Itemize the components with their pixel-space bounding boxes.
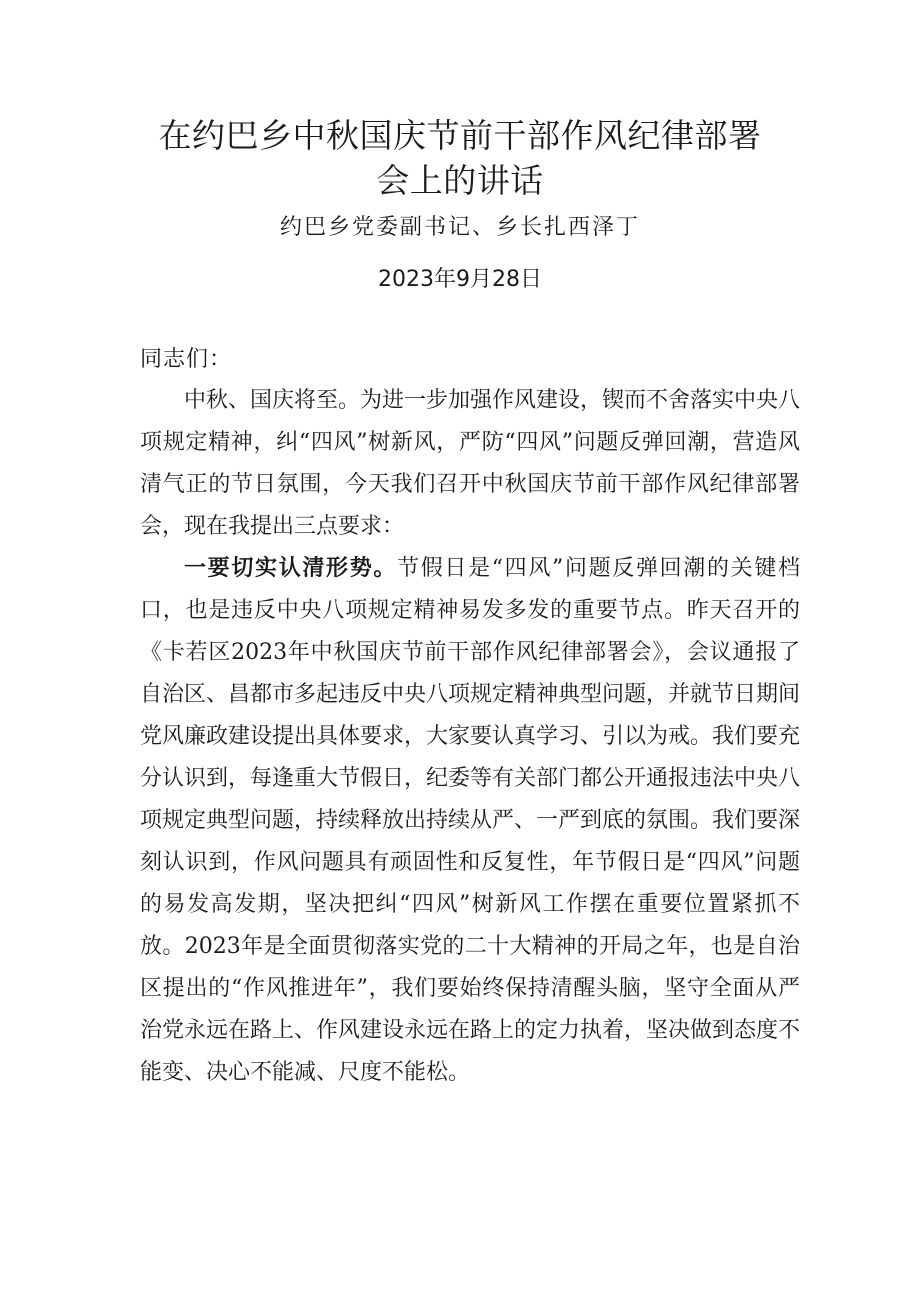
salutation: 同志们： xyxy=(140,347,233,372)
speaker-byline: 约巴乡党委副书记、乡长扎西泽丁 xyxy=(279,215,640,240)
paragraph-intro: 中秋、国庆将至。为进一步加强作风建设，锲而不舍落实中央八项规定精神，纠“四风”树新风，严防“四风”问题反弹回潮，营造风清气正的节日氛围，今天我们召开中秋国庆节前干部作风纪律部署会，现在我提出三点要求： xyxy=(140,388,801,539)
paragraph-body: 节假日是“四风”问题反弹回潮的关键档口，也是违反中央八项规定精神易发多发的重要节点。昨天召开的《卡若区2023年中秋国庆节前干部作风纪律部署会》，会议通报了自治区、昌都市多起违反中央八项规定精神典型问题，并就节日期间党风廉政建设提出具体要求，大家要认真学习、引以为戒。我们要充分认识到，每逢重大节假日，纪委等有关部门都公开通报违法中央八项规定典型问题，持续释放出持续从严、一严到底的氛围。我们要深刻认识到，作风问题具有顽固性和反复性，年节假日是“四风”问题的易发高发期，坚决把纠“四风”树新风工作摆在重要位置紧抓不放。2023年是全面贯彻落实党的二十大精神的开局之年，也是自治区提出的“作风推进年”，我们要始终保持清醒头脑，坚守全面从严治党永远在路上、作风建设永远在路上的定力执着，坚决做到态度不能变、决心不能减、尺度不能松。 xyxy=(140,556,801,1085)
document-title-line-2: 会上的讲话 xyxy=(376,161,544,200)
speech-date: 2023年9月28日 xyxy=(378,267,542,292)
paragraph-heading: 一要切实认清形势。 xyxy=(184,556,398,581)
paragraph-first-requirement xyxy=(140,548,800,1094)
document-title-line-1: 在约巴乡中秋国庆节前干部作风纪律部署 xyxy=(158,116,762,155)
